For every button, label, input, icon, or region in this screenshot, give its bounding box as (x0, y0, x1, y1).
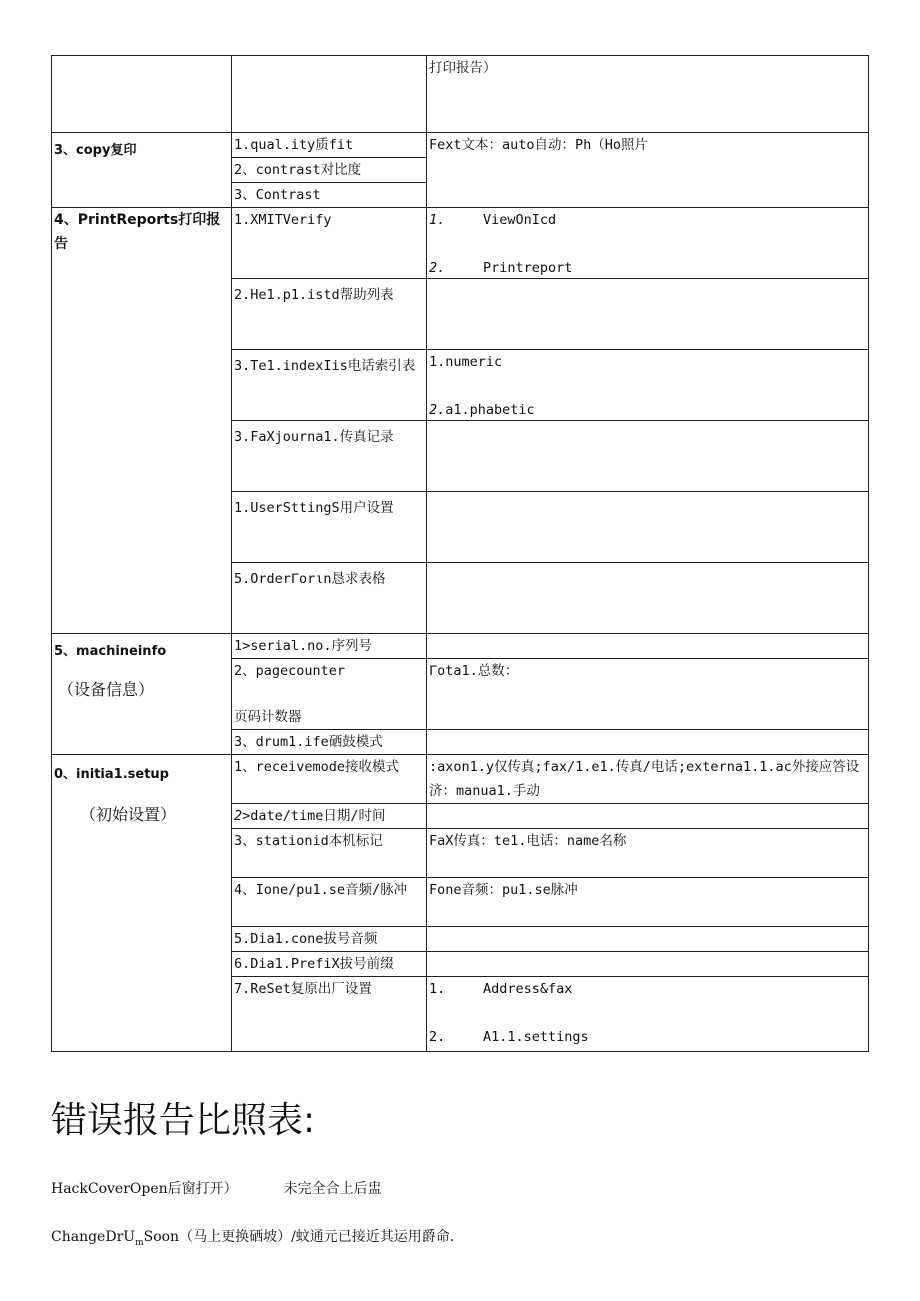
table-cell (427, 421, 869, 492)
error-line: ChangeDrU$_m$Soon（马上更换硒坡）/蚊通元已接近其运用爵命. (51, 1229, 455, 1248)
error-line: HackCoverOpen后窗打开） 未完全合上后盅 (51, 1181, 382, 1197)
table-cell (427, 927, 869, 952)
table-cell: 1.XMITVerify (232, 208, 427, 279)
table-cell: 5.OrderΓorιn恳求表格 (232, 563, 427, 634)
section-copy-title: 3、copy复印 (52, 133, 232, 208)
settings-table (51, 55, 869, 1052)
table-cell: FaX传真：te1.电话：name名称 (427, 829, 869, 878)
table-cell: Γota1.总数： (427, 659, 869, 730)
table-cell: 1.qual.ity质fit (232, 133, 427, 158)
table-cell (427, 563, 869, 634)
table-cell (427, 804, 869, 829)
table-cell (427, 56, 869, 133)
table-cell: 1、receivemode接收模式 (232, 755, 427, 804)
table-cell: 1. ViewOnIcd 2. Printreport (427, 208, 869, 279)
error-report-heading: 错误报告比照表: (51, 1100, 316, 1141)
table-cell: 4、Ione/pu1.se音频/脉冲 (232, 878, 427, 927)
table-cell (427, 634, 869, 659)
table-cell (427, 952, 869, 977)
table-cell: 3.FaXjourna1.传真记录 (232, 421, 427, 492)
table-cell: 2.He1.p1.istd帮助列表 (232, 279, 427, 350)
table-cell (427, 279, 869, 350)
table-cell: 5.Dia1.cone拔号音频 (232, 927, 427, 952)
table-cell: 2>date/time日期/时间 (232, 804, 427, 829)
table-cell (232, 56, 427, 133)
section-initial-setup-title: 0、initia1.setup （初始设置） (52, 755, 232, 1052)
table-cell: 2、contrast对比度 (232, 158, 427, 183)
table-cell: 1. Address&fax 2. A1.1.settings (427, 977, 869, 1052)
table-cell: 1.UserSttingS用户设置 (232, 492, 427, 563)
table-cell (427, 492, 869, 563)
table-cell (52, 56, 232, 133)
table-cell: Fone音频：pu1.se脉冲 (427, 878, 869, 927)
cell-text: 打印报告） (429, 60, 497, 76)
table-cell: 7.ReSet复原出厂设置 (232, 977, 427, 1052)
section-machine-info-title: 5、machineinfo （设备信息） (52, 634, 232, 755)
table-cell: Fext文本：auto自动：Ph（Ho照片 (427, 133, 869, 208)
section-print-reports-title: 4、PrintReports打印报告 (52, 208, 232, 634)
table-cell: 2、pagecounter 页码计数器 (232, 659, 427, 730)
table-cell: 3、drum1.ife硒鼓模式 (232, 730, 427, 755)
table-cell: 6.Dia1.PrefiX拔号前缀 (232, 952, 427, 977)
table-cell (427, 730, 869, 755)
table-cell: 3.Te1.indexIis电话索引表 (232, 350, 427, 421)
table-cell: 3、stationid本机标记 (232, 829, 427, 878)
table-cell: 1>serial.no.序列号 (232, 634, 427, 659)
table-cell: 1.numeric 2.a1.phabetic (427, 350, 869, 421)
table-cell: 3、Contrast (232, 183, 427, 208)
table-cell: :axon1.y仅传真;fax/1.e1.传真/电话;externa1.1.ac外接应答设济：manua1.手动 (427, 755, 869, 804)
